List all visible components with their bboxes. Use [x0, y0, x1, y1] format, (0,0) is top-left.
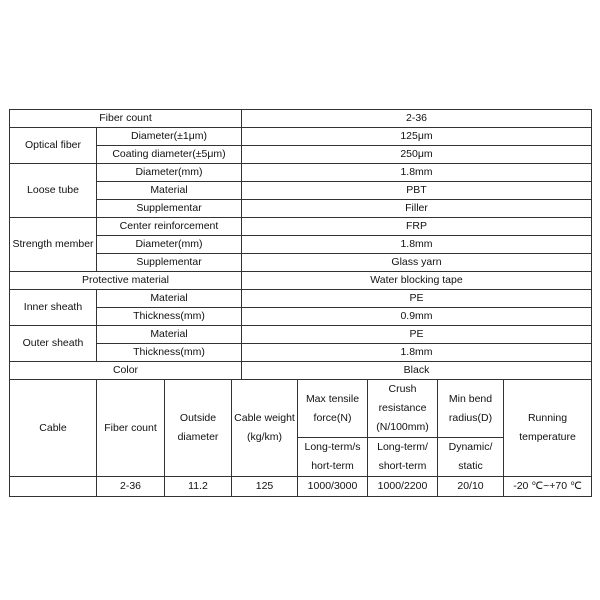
spec-label: Color — [10, 362, 242, 380]
header-max-tensile: Max tensile force(N) — [298, 380, 368, 438]
spec-label: Center reinforcement — [97, 218, 242, 236]
value-fiber-count: 2-36 — [97, 477, 165, 497]
header-outside-diameter: Outside diameter — [165, 380, 232, 477]
value-crush: 1000/2200 — [368, 477, 438, 497]
header-cable-weight: Cable weight (kg/km) — [232, 380, 298, 477]
spec-value: 0.9mm — [242, 308, 592, 326]
spec-label: Diameter(mm) — [97, 236, 242, 254]
spec-value: 1.8mm — [242, 164, 592, 182]
spec-row — [10, 200, 592, 218]
spec-value: Black — [242, 362, 592, 380]
spec-value: Filler — [242, 200, 592, 218]
spec-value: PBT — [242, 182, 592, 200]
spec-label: Supplementar — [97, 200, 242, 218]
value-cell-empty — [10, 477, 97, 497]
spec-row — [10, 254, 592, 272]
spec-label: Supplementar — [97, 254, 242, 272]
spec-row — [10, 110, 592, 128]
spec-row — [10, 326, 592, 344]
group-label-optical-fiber: Optical fiber — [10, 128, 97, 164]
spec-label: Material — [97, 326, 242, 344]
spec-table — [9, 109, 592, 380]
spec-label: Thickness(mm) — [97, 344, 242, 362]
spec-value: Water blocking tape — [242, 272, 592, 290]
spec-value: 250μm — [242, 146, 592, 164]
group-label-strength-member: Strength member — [10, 218, 97, 272]
spec-label: Thickness(mm) — [97, 308, 242, 326]
spec-value: 2-36 — [242, 110, 592, 128]
spec-value: PE — [242, 326, 592, 344]
value-outside-diameter: 11.2 — [165, 477, 232, 497]
spec-label: Fiber count — [10, 110, 242, 128]
value-running-temp: -20 ℃~+70 ℃ — [504, 477, 592, 497]
spec-value: 125μm — [242, 128, 592, 146]
spec-value: 1.8mm — [242, 236, 592, 254]
header-min-bend: Min bend radius(D) — [438, 380, 504, 438]
cable-table — [9, 379, 592, 497]
spec-label: Coating diameter(±5μm) — [97, 146, 242, 164]
spec-value: 1.8mm — [242, 344, 592, 362]
header-fiber-count: Fiber count — [97, 380, 165, 477]
spec-row — [10, 290, 592, 308]
cable-label: Cable — [10, 380, 97, 477]
spec-row — [10, 146, 592, 164]
group-label-outer-sheath: Outer sheath — [10, 326, 97, 362]
spec-row — [10, 218, 592, 236]
spec-row — [10, 128, 592, 146]
group-label-inner-sheath: Inner sheath — [10, 290, 97, 326]
spec-label: Material — [97, 182, 242, 200]
cable-value-row — [10, 477, 592, 497]
spec-label: Material — [97, 290, 242, 308]
spec-row — [10, 164, 592, 182]
spec-sheet — [9, 109, 591, 497]
header-crush: Crush resistance (N/100mm) — [368, 380, 438, 438]
spec-row — [10, 236, 592, 254]
value-max-tensile: 1000/3000 — [298, 477, 368, 497]
subheader-min-bend: Dynamic/ static — [438, 438, 504, 477]
spec-row — [10, 344, 592, 362]
subheader-crush: Long-term/ short-term — [368, 438, 438, 477]
spec-value: PE — [242, 290, 592, 308]
spec-label: Protective material — [10, 272, 242, 290]
header-running-temp: Running temperature — [504, 380, 592, 477]
spec-label: Diameter(mm) — [97, 164, 242, 182]
group-label-loose-tube: Loose tube — [10, 164, 97, 218]
subheader-max-tensile: Long-term/s hort-term — [298, 438, 368, 477]
value-min-bend: 20/10 — [438, 477, 504, 497]
spec-value: FRP — [242, 218, 592, 236]
cable-header-row — [10, 380, 592, 438]
value-cable-weight: 125 — [232, 477, 298, 497]
spec-row — [10, 272, 592, 290]
spec-row — [10, 362, 592, 380]
spec-label: Diameter(±1μm) — [97, 128, 242, 146]
spec-value: Glass yarn — [242, 254, 592, 272]
spec-row — [10, 182, 592, 200]
spec-row — [10, 308, 592, 326]
